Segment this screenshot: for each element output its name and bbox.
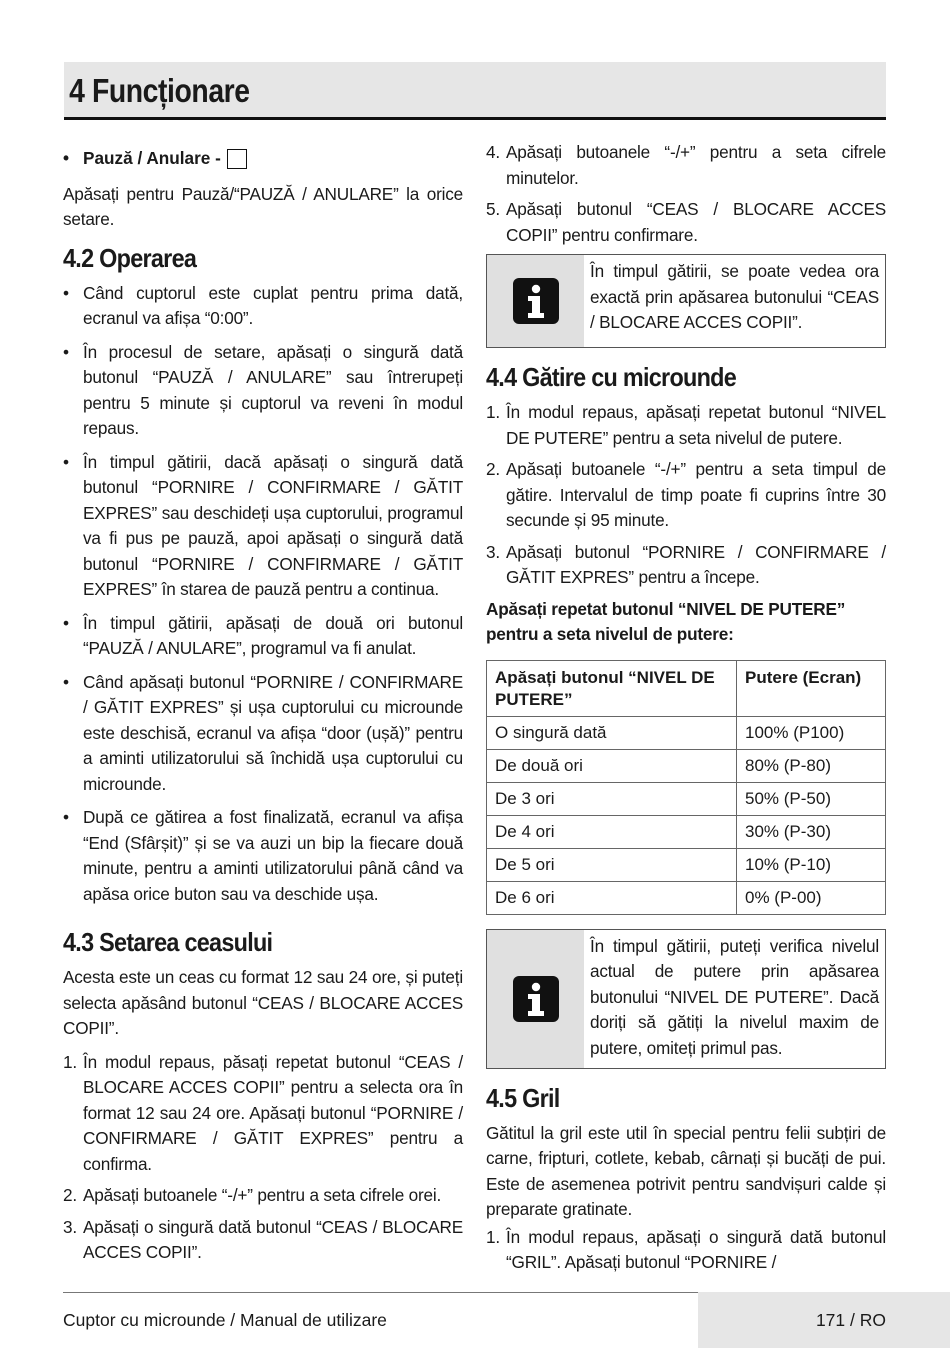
section-4-3-title: 4.3 Setarea ceasului xyxy=(63,927,273,957)
section-4-4-steps xyxy=(486,400,886,591)
right-column xyxy=(486,140,886,1282)
table-row: De două ori 80% (P-80) xyxy=(487,749,886,782)
step-item: 4. Apăsați butoanele “-/+” pentru a seta cifrele minutelor. xyxy=(486,142,886,188)
table-row: De 4 ori 30% (P-30) xyxy=(487,815,886,848)
table-row: De 6 ori 0% (P-00) xyxy=(487,881,886,914)
table-header-cell: Putere (Ecran) xyxy=(737,660,886,716)
step-item: 3. Apăsați butonul “PORNIRE / CONFIRMARE / GĂTIT EXPRES” pentru a începe. xyxy=(486,541,886,587)
info-icon-cell xyxy=(487,930,584,1068)
step-item: 1. În modul repaus, apăsați repetat butonul “NIVEL DE PUTERE” pentru a seta nivelul de putere. xyxy=(486,402,886,448)
section-4-2-title: 4.2 Operarea xyxy=(63,242,197,273)
page-number: 171 / RO xyxy=(815,1310,886,1330)
section-4-5-intro: Gătitul la gril este util în special pentru felii subțiri de carne, fripturi, cotlete, kebab, cârnați și bucăți de pui. Este de asemenea potrivit pentru sandvișuri calde și preparate gratinate. xyxy=(486,1122,886,1219)
step-item: 1. În modul repaus, apăsați o singură dată butonul “GRIL”. Apăsați butonul “PORNIRE / xyxy=(486,1226,886,1272)
step-item: 2. Apăsați butoanele “-/+” pentru a seta timpul de gătire. Intervalul de timp poate fi cuprins între 30 secunde și 95 minute. xyxy=(486,459,886,530)
step-item: 1. În modul repaus, păsați repetat butonul “CEAS / BLOCARE ACCES COPII” pentru a selecta ora în format 12 sau 24 ore. Apăsați butonul “PORNIRE / CONFIRMARE / GĂTIT EXPRES” pentru a confirma. xyxy=(63,1051,463,1174)
table-row: De 5 ori 10% (P-10) xyxy=(487,848,886,881)
section-4-3-steps xyxy=(63,1050,463,1266)
list-item: • În timpul gătirii, dacă apăsați o singură dată butonul “PORNIRE / CONFIRMARE / GĂTIT EXPRES” sau deschideți ușa cuptorului, programul va fi pus pe pauză, apoi apăsați o singură dată butonul “PORNIRE / CONFIRMARE / GĂTIT EXPRES” în starea de pauză pentru a continua. xyxy=(63,451,463,599)
table-header-row xyxy=(487,660,886,716)
pause-cancel-label: Pauză / Anulare - xyxy=(83,148,221,168)
page-title: 4 Funcționare xyxy=(69,72,250,109)
list-item: • Când apăsați butonul “PORNIRE / CONFIRMARE / GĂTIT EXPRES” și ușa cuptorului cu microunde este deschisă, ecranul va afișa “door (ușă)” pentru a aminti utilizatorului să închidă ușa cuptorului cu microunde. xyxy=(63,671,463,794)
footer-divider xyxy=(63,1292,698,1293)
info-icon xyxy=(513,976,559,1022)
page-header xyxy=(64,62,886,120)
info-icon-cell xyxy=(487,255,584,347)
info-note-text: În timpul gătirii, puteți verifica nivelul actual de putere prin apăsarea butonului “NIVEL DE PUTERE”. Dacă doriți să gătiți la nivelul maxim de putere, omiteți primul pas. xyxy=(590,935,879,1058)
info-note xyxy=(486,929,886,1069)
footer-page-box xyxy=(698,1292,950,1348)
section-4-2-list xyxy=(63,281,463,908)
info-icon xyxy=(513,278,559,324)
list-item: • După ce gătirea a fost finalizată, ecranul va afișa “End (Sfârșit)” și se va auzi un bip la fiecare două minute, pentru a aminti utilizatorului până când va apăsa orice buton sau va deschide ușa. xyxy=(63,807,463,904)
table-row: O singură dată 100% (P100) xyxy=(487,716,886,749)
list-item: • În procesul de setare, apăsați o singură dată butonul “PAUZĂ / ANULARE” sau întrerupeți pentru 5 minute și cuptorul va reveni în modul repaus. xyxy=(63,341,463,438)
left-column xyxy=(63,138,463,1272)
section-4-3-intro: Acesta este un ceas cu format 12 sau 24 ore, și puteți selecta apăsând butonul “CEAS / BLOCARE ACCES COPII”. xyxy=(63,967,463,1038)
section-4-3-steps-continued xyxy=(486,140,886,248)
page-footer xyxy=(0,1292,950,1348)
list-item: • Când cuptorul este cuplat pentru prima dată, ecranul va afișa “0:00”. xyxy=(63,282,463,328)
info-note xyxy=(486,254,886,348)
list-item: • În timpul gătirii, apăsați de două ori butonul “PAUZĂ / ANULARE”, programul va fi anulat. xyxy=(63,612,463,658)
step-item: 2. Apăsați butoanele “-/+” pentru a seta cifrele orei. xyxy=(63,1185,442,1205)
power-level-table xyxy=(486,660,886,915)
section-4-5-title: 4.5 Gril xyxy=(486,1082,560,1113)
pause-cancel-item xyxy=(63,146,463,172)
section-4-5-steps xyxy=(486,1225,886,1276)
footer-manual-title: Cuptor cu microunde / Manual de utilizare xyxy=(63,1310,387,1330)
step-item: 5. Apăsați butonul “CEAS / BLOCARE ACCES COPII” pentru confirmare. xyxy=(486,199,886,245)
bullet-dot: • xyxy=(63,148,70,168)
table-row: De 3 ori 50% (P-50) xyxy=(487,782,886,815)
pause-cancel-description: Apăsați pentru Pauză/“PAUZĂ / ANULARE” la orice setare. xyxy=(63,183,463,229)
pause-box-icon xyxy=(227,149,247,169)
section-4-4-title: 4.4 Gătire cu microunde xyxy=(486,362,737,392)
info-note-text: În timpul gătirii, se poate vedea ora exactă prin apăsarea butonului “CEAS / BLOCARE ACCES COPII”. xyxy=(590,261,879,332)
power-level-intro: Apăsați repetat butonul “NIVEL DE PUTERE” pentru a seta nivelul de putere: xyxy=(486,598,846,644)
step-item: 3. Apăsați o singură dată butonul “CEAS / BLOCARE ACCES COPII”. xyxy=(63,1216,463,1262)
table-header-cell: Apăsați butonul “NIVEL DE PUTERE” xyxy=(487,660,737,716)
